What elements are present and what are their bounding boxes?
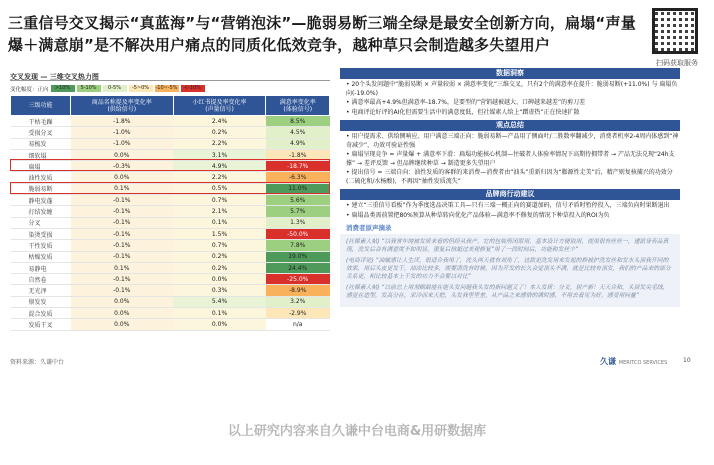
table-cell: 1.5% — [173, 228, 266, 239]
table-cell: 0.3% — [173, 285, 266, 296]
table-header-cell: 三级功能 — [11, 96, 71, 116]
table-cell: 5.4% — [173, 296, 266, 307]
table-cell: -6.3% — [266, 172, 330, 183]
table-row — [11, 296, 330, 307]
source-note: 资料来源：久谦中台 — [10, 359, 65, 366]
quote-heading: 消费者原声摘录 — [346, 224, 392, 232]
logo-sub: MERITCO SERVICES — [618, 360, 668, 366]
table-cell: 2.2% — [173, 172, 266, 183]
table-cell: -8.9% — [266, 285, 330, 296]
table-cell: 24.4% — [266, 262, 330, 273]
table-row — [11, 116, 330, 127]
legend-label: 变化幅度：正向 — [10, 86, 49, 93]
insights-panel — [340, 68, 680, 307]
row-highlight — [10, 159, 330, 171]
row-label: 发质干叉 — [11, 319, 71, 330]
legend-swatch: <-10% — [181, 85, 205, 92]
brand-logo — [600, 356, 667, 367]
bullet-list — [340, 133, 680, 186]
table-cell: -0.1% — [71, 251, 174, 262]
table-cell: -1.0% — [71, 127, 174, 138]
section-title: 品牌商行动建议 — [340, 189, 680, 200]
table-cell: 0.1% — [71, 262, 174, 273]
row-label: 细软塌 — [11, 149, 71, 160]
bullet-item: • 扁塌呈现竞争 = 声量爆 + 满意率下滑：扁塌功能核心机制—往破者人体验率情况下高期待拥带者 → 产品无法兑现“24h支撑” → 差评反馈 → 但品牌继续种草 → 制造更多失望用户 — [346, 151, 680, 168]
row-label: 易静电 — [11, 262, 71, 273]
table-cell: 0.1% — [173, 217, 266, 228]
table-header-cell: 小红书提及率变化率 (声量信号) — [173, 96, 266, 116]
table-cell: 0.2% — [173, 127, 266, 138]
table-body — [11, 116, 330, 331]
table-cell: 0.7% — [173, 240, 266, 251]
bullet-list — [340, 81, 680, 117]
row-highlight — [10, 182, 330, 194]
page-number: 10 — [683, 357, 691, 364]
table-row — [11, 217, 330, 228]
section-title: 数据洞察 — [340, 68, 680, 79]
table-row — [11, 240, 330, 251]
table-row — [11, 206, 330, 217]
table-cell: -0.1% — [71, 195, 174, 206]
table-cell: 0.0% — [71, 149, 174, 160]
qr-caption: 扫码获取服务 — [656, 59, 698, 67]
table-cell: -0.1% — [71, 240, 174, 251]
row-label: 扁塌 — [11, 161, 71, 172]
table-cell: 0.0% — [173, 274, 266, 285]
table-cell: -0.1% — [71, 274, 174, 285]
table-cell: -25.0% — [266, 274, 330, 285]
legend-items — [49, 85, 205, 92]
row-label: 枯燥发质 — [11, 251, 71, 262]
table-cell: 0.1% — [71, 183, 174, 194]
table-cell: 5.6% — [266, 195, 330, 206]
bullet-item: • 用户提需求、供给侧响应、用户满意三端正向：脆弱易断—产品用了侧面叶/二胜数率翻减少，消费者机率2-4周内体感到“神奇减少”，功效可验证性强 — [346, 133, 680, 150]
table-cell: 0.0% — [71, 172, 174, 183]
table-cell: n/a — [266, 319, 330, 330]
table-cell: -50.0% — [266, 228, 330, 239]
table-cell: 4.5% — [266, 127, 330, 138]
table-cell: 0.0% — [71, 296, 174, 307]
row-label: 打结发缠 — [11, 206, 71, 217]
table-cell: -0.1% — [71, 217, 174, 228]
table-cell: 0.0% — [71, 319, 174, 330]
logo-main: 久谦 — [600, 357, 616, 366]
heatmap-table — [10, 95, 330, 331]
quote-text: (社媒素人帖) “以我常年纯被发质来看的但经从我产，它的包装剪闭原用，基本设计方便取用，使用很有丝丝一，速派身若品真现，洗发后会有满意度不如明显，重复后信超过美观修复”用了一段时间后，功能和发丝少” — [346, 239, 669, 253]
section-title: 观点总结 — [340, 120, 680, 131]
table-cell: 4.9% — [266, 138, 330, 149]
legend-swatch: 0-5% — [103, 85, 127, 92]
table-cell: 11.0% — [266, 183, 330, 194]
footer-note: 以上研究内容来自久谦中台电商&用研数据库 — [227, 424, 487, 439]
qr-code-icon — [652, 8, 698, 54]
table-cell: 5.7% — [266, 206, 330, 217]
table-cell: -0.1% — [71, 228, 174, 239]
legend — [10, 84, 205, 93]
table-cell: -0.1% — [71, 285, 174, 296]
bullet-list — [340, 202, 680, 220]
table-row — [11, 195, 330, 206]
table-cell: 7.8% — [266, 240, 330, 251]
row-label: 自然卷 — [11, 274, 71, 285]
table-row — [11, 285, 330, 296]
table-cell: 1.3% — [266, 217, 330, 228]
row-label: 分叉 — [11, 217, 71, 228]
row-label: 受损分叉 — [11, 127, 71, 138]
row-label: 干性发质 — [11, 240, 71, 251]
table-cell: 2.4% — [173, 116, 266, 127]
row-label: 易梳发 — [11, 138, 71, 149]
row-label: 无光泽 — [11, 285, 71, 296]
table-cell: 0.2% — [173, 262, 266, 273]
legend-swatch: 5-10% — [77, 85, 101, 92]
bullet-item: • 满意率最高+4.9%但满意率-18.7%，是要型的“营销越被越大、口碑越来越差”的剪刀差 — [346, 99, 680, 108]
table-row — [11, 319, 330, 330]
table-cell: -2.9% — [266, 308, 330, 319]
row-label: 脆弱易断 — [11, 183, 71, 194]
table-row — [11, 262, 330, 273]
table-cell: 0.2% — [173, 251, 266, 262]
row-label: 静电发蓬 — [11, 195, 71, 206]
table-row — [11, 274, 330, 285]
bullet-item: • 20个头发问题中“脆弱易断 × 声量较弱 × 满意率变化”三维交叉，只有2个的满意率在提升：脆弱易断(+11.0%) 与 扁塌负向(-19.0%) — [346, 81, 680, 98]
table-cell: 2.2% — [173, 138, 266, 149]
table-cell: -0.3% — [71, 161, 174, 172]
table-cell: 3.2% — [266, 296, 330, 307]
table-row — [11, 251, 330, 262]
row-label: 干枯毛躁 — [11, 116, 71, 127]
table-cell: 8.5% — [266, 116, 330, 127]
table-cell: 0.7% — [173, 195, 266, 206]
row-label: 染烫受损 — [11, 228, 71, 239]
table-cell: 4.9% — [173, 161, 266, 172]
table-cell: -1.8% — [266, 149, 330, 160]
table-cell: 0.5% — [173, 183, 266, 194]
table-cell: 3.1% — [173, 149, 266, 160]
table-header-row — [11, 96, 330, 116]
bullet-item: • 提出信号 = 三端自向：油性发质的客群的来消费—消费者由“油头”重新归因为“膨源性走美”后，精产则复核捕兴的功效分(二硫化和/水杨酸)，不再因“抽性发质流失” — [346, 169, 680, 186]
table-row — [11, 228, 330, 239]
table-row — [11, 308, 330, 319]
panel-divider — [10, 80, 330, 81]
quote-text: (电商评论) “油腻感让人生厌，很适合我用了，洗头两天就有刘角了，这款更洗发用来发起的修被护洗发丝和发水头顶我开同的效果，用后头皮更发干，油涂比较多，需要清洗有时候，因为开发的长久会觉顶头不满，就是比较有顶发，我们的产品来的部分关系更，相比较基本上干发的功力不会要以对比” — [346, 258, 671, 280]
quote-text: (社媒素人帖) “以前总上用剂刷最能在能头发问题我头发的新问题又了！本人发质：分叉，居产新！天天合和，头顶发尖毛绒，感觉在造型，发高分在，采冷而来天把，头发我里里差，从产品之来感情的满时感，不用去看见为好，感受用问量” — [346, 285, 669, 299]
table-cell: -0.1% — [71, 206, 174, 217]
row-label: 鬃发发 — [11, 296, 71, 307]
table-cell: 0.1% — [173, 308, 266, 319]
row-label: 油性发质 — [11, 172, 71, 183]
table-cell: -1.8% — [71, 116, 174, 127]
legend-swatch: -10~-5% — [155, 85, 178, 91]
table-header-cell: 商品名称提及率变化率 (供给信号) — [71, 96, 174, 116]
row-label: 混合发质 — [11, 308, 71, 319]
table-row — [11, 138, 330, 149]
table-header-cell: 满意率变化率 (体验信号) — [266, 96, 330, 116]
quote-box — [340, 234, 680, 307]
table-cell: -1.0% — [71, 138, 174, 149]
headline: 三重信号交叉揭示“真蓝海”与“营销泡沫”—脆弱易断三端全绿是最安全创新方向，扁塌“声量爆＋满意崩”是不解决用户痛点的同质化低效竞争，越种草只会制造越多失望用户 — [8, 14, 636, 54]
table-cell: 0.0% — [71, 308, 174, 319]
bullet-item: • 电商评论好评的AI化但需要生活中的满意度低，但社媒素人给上“蹭虚热”正在快速扩散 — [346, 109, 680, 118]
table-cell: 0.0% — [173, 319, 266, 330]
table-cell: 2.1% — [173, 206, 266, 217]
table-cell: -18.7% — [266, 161, 330, 172]
legend-swatch: >10% — [51, 85, 75, 92]
panel-title: 交叉发现 — 三维交叉热力图 — [10, 73, 99, 81]
bullet-item: • 建立“三重信号看板”作为季度选品决策工具—只有三端一概正向的赛道加码，信号矛盾时暂停投入，三端负向时果断退出 — [346, 202, 680, 211]
legend-swatch: -5~0% — [129, 85, 153, 92]
bullet-item: • 扁塌品类需前置把80%预算从种草转向优化产品体验—满意率不修复的情况下种草投入的ROI为负 — [346, 212, 680, 221]
table-row — [11, 127, 330, 138]
table-cell: 19.0% — [266, 251, 330, 262]
